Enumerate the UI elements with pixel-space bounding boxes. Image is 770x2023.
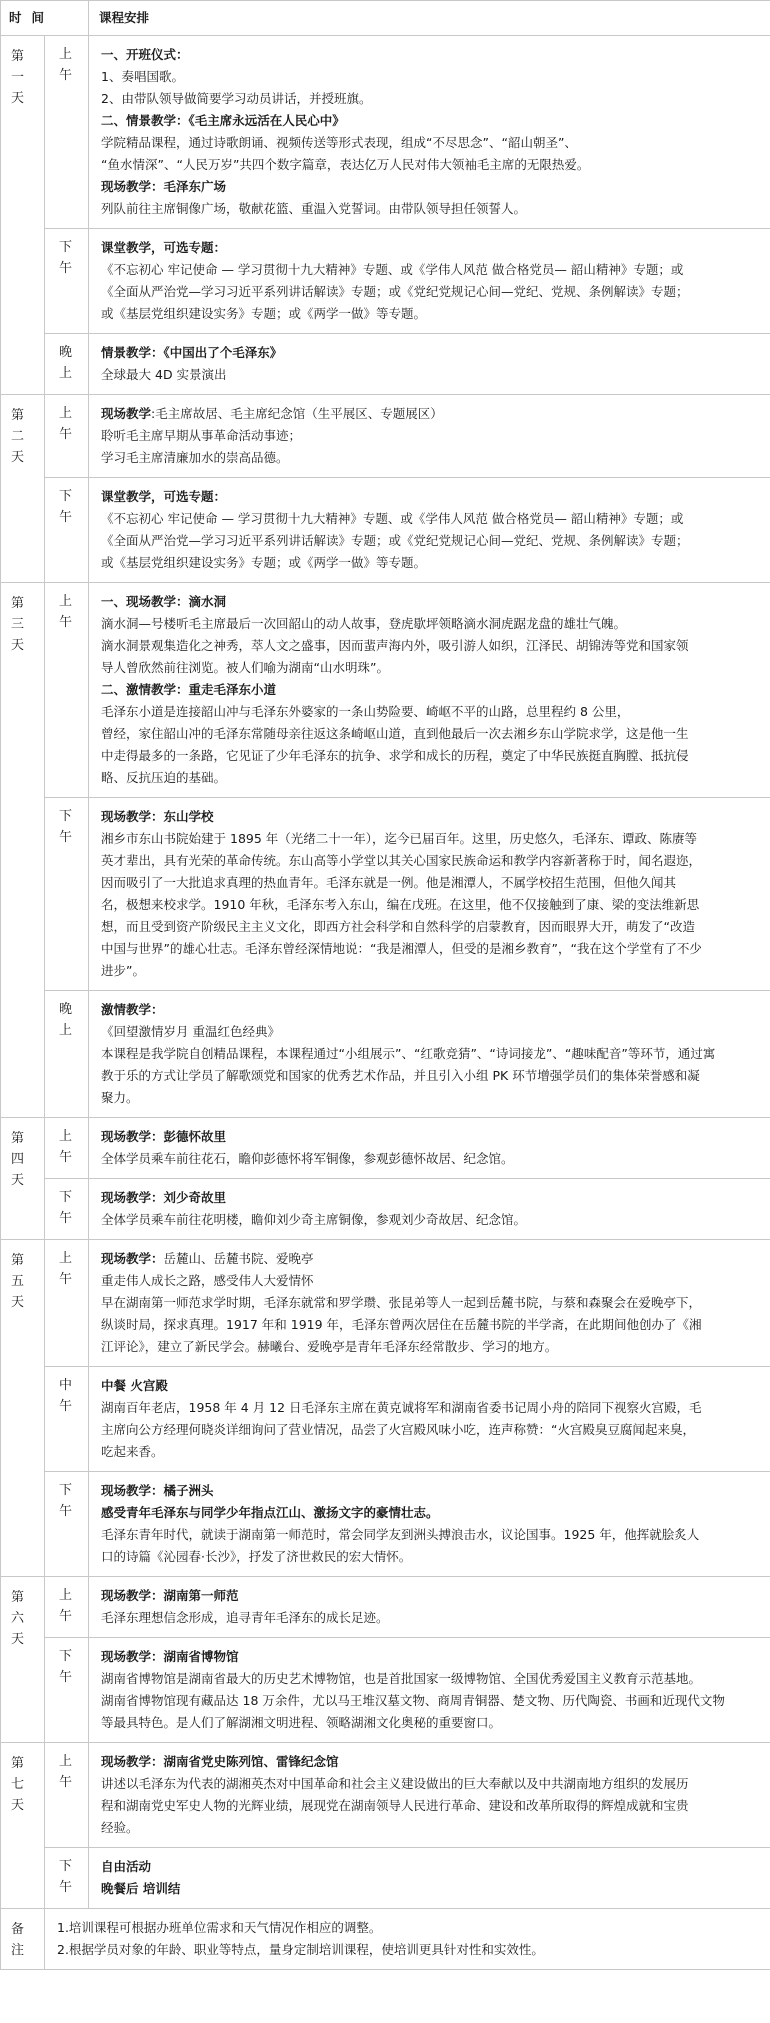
session-text: 《回望激情岁月 重温红色经典》 [101,1024,280,1039]
session-text: 或《基层党组织建设实务》专题；或《两学一做》等专题。 [101,306,427,321]
schedule-row [1,1638,770,1743]
period-label: 上午 [45,36,89,229]
session-text: 《不忘初心 牢记使命 — 学习贯彻十九大精神》专题、或《学伟人风范 做合格党员— 韶山精神》专题；或 [101,262,684,277]
session-content [89,798,770,991]
session-heading: 现场教学：湖南第一师范 [101,1588,239,1603]
session-content [89,334,770,395]
session-heading: 晚餐后 培训结 [101,1881,181,1896]
session-text: 纵谈时局，探求真理。1917 年和 1919 年，毛泽东曾两次居住在岳麓书院的半学斋，在此期间他创办了《湘 [101,1317,702,1332]
session-content [89,991,770,1118]
schedule-row [1,1118,770,1179]
session-text: 湖南百年老店，1958 年 4 月 12 日毛泽东主席在黄克诚将军和湖南省委书记周小舟的陪同下视察火宫殿，毛 [101,1400,702,1415]
period-label: 下午 [45,1848,89,1909]
session-text: 毛泽东理想信念形成，追寻青年毛泽东的成长足迹。 [101,1610,389,1625]
session-heading: 二、情景教学：《毛主席永远活在人民心中》 [101,113,345,128]
session-text: 《全面从严治党—学习习近平系列讲话解读》专题；或《党纪党规记心间—党纪、党规、条例解读》专题； [101,284,689,299]
session-heading: 现场教学：毛泽东广场 [101,179,227,194]
session-heading: 现场教学：东山学校 [101,809,214,824]
session-text: 《全面从严治党—学习习近平系列讲话解读》专题；或《党纪党规记心间—党纪、党规、条例解读》专题； [101,533,689,548]
session-content [89,1118,770,1179]
session-text: 毛泽东小道是连接韶山冲与毛泽东外婆家的一条山势险要、崎岖不平的山路，总里程约 8 公里， [101,704,630,719]
session-text: 或《基层党组织建设实务》专题；或《两学一做》等专题。 [101,555,427,570]
period-label: 下午 [45,1179,89,1240]
session-text: 学习毛主席清廉加水的崇高品德。 [101,450,289,465]
session-heading: 感受青年毛泽东与同学少年指点江山、激扬文字的豪情壮志。 [101,1505,439,1520]
notes-row [1,1909,770,1970]
session-text: 1、奏唱国歌。 [101,69,184,84]
session-heading: 现场教学：彭德怀故里 [101,1129,227,1144]
schedule-row [1,1472,770,1577]
session-text: 学院精品课程，通过诗歌朗诵、视频传送等形式表现，组成“不尽思念”、“韶山朝圣”、 [101,135,577,150]
session-text: 全体学员乘车前往花石，瞻仰彭德怀将军铜像，参观彭德怀故居、纪念馆。 [101,1151,514,1166]
session-text: 因而吸引了一大批追求真理的热血青年。毛泽东就是一例。他是湘潭人，不属学校招生范围，但他久闻其 [101,875,677,890]
session-content [89,395,770,478]
schedule-row [1,478,770,583]
session-heading: 中餐 火宫殿 [101,1378,168,1393]
schedule-row [1,798,770,991]
schedule-row [1,36,770,229]
session-heading: 现场教学：刘少奇故里 [101,1190,227,1205]
session-text: 《不忘初心 牢记使命 — 学习贯彻十九大精神》专题、或《学伟人风范 做合格党员— 韶山精神》专题；或 [101,511,684,526]
session-text: 曾经，家住韶山冲的毛泽东常随母亲往返这条崎岖山道，直到他最后一次去湘乡东山学院求学，这是他一生 [101,726,689,741]
session-text: 等最具特色。是人们了解湖湘文明进程、领略湖湘文化奥秘的重要窗口。 [101,1715,502,1730]
session-text: 程和湖南党史军史人物的光辉业绩，展现党在湖南领导人民进行革命、建设和改革所取得的辉煌成就和宝贵 [101,1798,689,1813]
schedule-row [1,1577,770,1638]
period-label: 下午 [45,478,89,583]
session-text: 进步”。 [101,963,145,978]
session-text: 想，而且受到资产阶级民主主义文化，即西方社会科学和自然科学的启蒙教育，因而眼界大开，萌发了“改造 [101,919,695,934]
session-heading: 激情教学： [101,1002,164,1017]
session-text: 全体学员乘车前往花明楼，瞻仰刘少奇主席铜像，参观刘少奇故居、纪念馆。 [101,1212,527,1227]
session-text: 口的诗篇《沁园春·长沙》，抒发了济世救民的宏大情怀。 [101,1549,412,1564]
header-time: 时间 [1,1,89,36]
note-line: 1.培训课程可根据办班单位需求和天气情况作相应的调整。 [57,1920,382,1935]
session-text: 现场教学：岳麓山、岳麓书院、爱晚亭 [101,1251,314,1266]
session-heading: 课堂教学，可选专题： [101,489,227,504]
schedule-row [1,395,770,478]
session-text: 2、由带队领导做简要学习动员讲话，并授班旗。 [101,91,372,106]
session-content [89,478,770,583]
session-heading: 课堂教学，可选专题： [101,240,227,255]
day-label: 第六天 [1,1577,45,1743]
session-heading: 二、激情教学：重走毛泽东小道 [101,682,277,697]
period-label: 上午 [45,583,89,798]
session-content [89,229,770,334]
schedule-row [1,1367,770,1472]
schedule-row [1,583,770,798]
session-heading: 现场教学：橘子洲头 [101,1483,214,1498]
period-label: 下午 [45,1638,89,1743]
session-content [89,1577,770,1638]
session-text: 名，极想来校求学。1910 年秋，毛泽东考入东山，编在戊班。在这里，他不仅接触到了康、梁的变法维新思 [101,897,700,912]
session-text: 江评论》，建立了新民学会。赫曦台、爱晚亭是青年毛泽东经常散步、学习的地方。 [101,1339,558,1354]
notes-content [45,1909,770,1970]
period-label: 下午 [45,229,89,334]
note-line: 2.根据学员对象的年龄、职业等特点，量身定制培训课程，使培训更具针对性和实效性。 [57,1942,544,1957]
schedule-row [1,991,770,1118]
day-label: 第一天 [1,36,45,395]
session-heading: 一、现场教学：滴水洞 [101,594,227,609]
session-text: 湘乡市东山书院始建于 1895 年（光绪二十一年），迄今已届百年。这里，历史悠久，毛泽东、谭政、陈赓等 [101,831,698,846]
schedule-row [1,1848,770,1909]
session-text: 滴水洞景观集造化之神秀，萃人文之盛事，因而蜚声海内外，吸引游人如织，江泽民、胡锦涛等党和国家领 [101,638,689,653]
session-text: 列队前往主席铜像广场，敬献花篮、重温入党誓词。由带队领导担任领誓人。 [101,201,527,216]
session-text: 现场教学:毛主席故居、毛主席纪念馆（生平展区、专题展区） [101,406,443,421]
session-heading: 情景教学：《中国出了个毛泽东》 [101,345,283,360]
schedule-body [1,36,770,1909]
schedule-row [1,1179,770,1240]
session-text: 滴水洞—号楼听毛主席最后一次回韶山的动人故事，登虎歇坪领略滴水洞虎踞龙盘的雄壮气魄。 [101,616,627,631]
period-label: 中午 [45,1367,89,1472]
schedule-row [1,334,770,395]
session-text: 主席向公方经理何晓炎详细询问了营业情况，品尝了火宫殿风味小吃，连声称赞：“火宫殿臭豆腐闻起来臭， [101,1422,695,1437]
day-label: 第二天 [1,395,45,583]
session-text: 聆听毛主席早期从事革命活动事迹； [101,428,302,443]
period-label: 下午 [45,798,89,991]
day-label: 第七天 [1,1743,45,1909]
session-text: 略、反抗压迫的基础。 [101,770,227,785]
day-label: 第四天 [1,1118,45,1240]
session-heading: 现场教学：湖南省博物馆 [101,1649,239,1664]
session-text: 中走得最多的一条路，它见证了少年毛泽东的抗争、求学和成长的历程，奠定了中华民族挺直胸膛、抵抗侵 [101,748,689,763]
period-label: 晚上 [45,334,89,395]
session-content [89,1638,770,1743]
period-label: 上午 [45,395,89,478]
session-text: “鱼水情深”、“人民万岁”共四个数字篇章，表达亿万人民对伟大领袖毛主席的无限热爱。 [101,157,590,172]
period-label: 下午 [45,1472,89,1577]
session-text: 经验。 [101,1820,139,1835]
period-label: 上午 [45,1743,89,1848]
session-heading: 自由活动 [101,1859,152,1874]
session-content [89,1743,770,1848]
day-label: 第五天 [1,1240,45,1577]
session-text: 吃起来香。 [101,1444,164,1459]
schedule-row [1,1240,770,1367]
session-text: 早在湖南第一师范求学时期，毛泽东就常和罗学瓒、张昆弟等人一起到岳麓书院，与蔡和森聚会在爱晚亭下， [101,1295,702,1310]
session-content [89,583,770,798]
schedule-row [1,1743,770,1848]
period-label: 晚上 [45,991,89,1118]
period-label: 上午 [45,1118,89,1179]
session-text: 毛泽东青年时代，就读于湖南第一师范时，常会同学友到洲头搏浪击水，议论国事。1925 年，他挥就脍炙人 [101,1527,700,1542]
session-content [89,1848,770,1909]
header-row [1,1,770,36]
session-text: 中国与世界”的雄心壮志。毛泽东曾经深情地说：“我是湘潭人，但受的是湘乡教育”，“我在这个学堂有了不少 [101,941,702,956]
session-text: 本课程是我学院自创精品课程，本课程通过“小组展示”、“红歌竞猜”、“诗词接龙”、“趣味配音”等环节，通过寓 [101,1046,716,1061]
header-course: 课程安排 [89,1,770,36]
session-text: 聚力。 [101,1090,139,1105]
session-text: 湖南省博物馆是湖南省最大的历史艺术博物馆，也是首批国家一级博物馆、全国优秀爱国主义教育示范基地。 [101,1671,702,1686]
period-label: 上午 [45,1577,89,1638]
session-heading: 一、开班仪式： [101,47,189,62]
schedule-row [1,229,770,334]
session-text: 重走伟人成长之路，感受伟人大爱情怀 [101,1273,314,1288]
period-label: 上午 [45,1240,89,1367]
day-label: 第三天 [1,583,45,1118]
session-content [89,36,770,229]
session-text: 教于乐的方式让学员了解歌颂党和国家的优秀艺术作品，并且引入小组 PK 环节增强学员们的集体荣誉感和凝 [101,1068,700,1083]
session-text: 英才辈出，具有光荣的革命传统。东山高等小学堂以其关心国家民族命运和教学内容新著称于时，闻名遐迩， [101,853,702,868]
session-heading: 现场教学：湖南省党史陈列馆、雷锋纪念馆 [101,1754,339,1769]
session-content [89,1367,770,1472]
session-content [89,1179,770,1240]
notes-label: 备注 [1,1909,45,1970]
session-content [89,1472,770,1577]
session-text: 湖南省博物馆现有藏品达 18 万余件，尤以马王堆汉墓文物、商周青铜器、楚文物、历代陶瓷、书画和近现代文物 [101,1693,725,1708]
session-content [89,1240,770,1367]
session-text: 讲述以毛泽东为代表的湖湘英杰对中国革命和社会主义建设做出的巨大奉献以及中共湖南地方组织的发展历 [101,1776,689,1791]
session-text: 导人曾欣然前往浏览。被人们喻为湖南“山水明珠”。 [101,660,389,675]
session-text: 全球最大 4D 实景演出 [101,367,227,382]
